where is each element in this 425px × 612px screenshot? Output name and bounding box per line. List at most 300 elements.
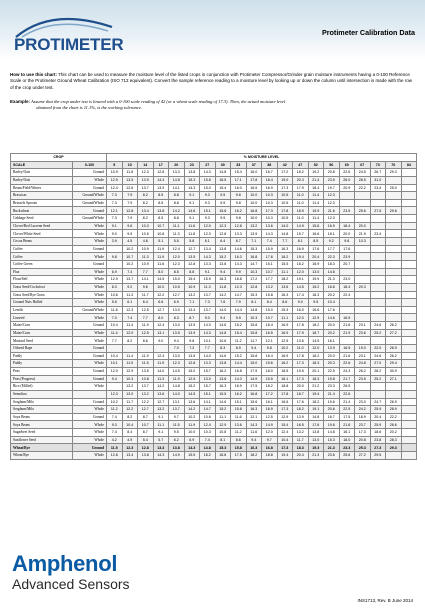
table-row xyxy=(11,322,417,330)
sample-form-cell: Whole xyxy=(73,406,107,414)
moisture-value-cell: 15.7 xyxy=(200,383,216,391)
moisture-value-cell: 11.3 xyxy=(200,283,216,291)
moisture-value-cell xyxy=(370,260,386,268)
moisture-value-cell: 16.6 xyxy=(324,283,340,291)
moisture-value-cell: 7.4 xyxy=(262,238,278,246)
moisture-value-cell: 18.4 xyxy=(339,283,355,291)
moisture-value-cell xyxy=(401,436,417,444)
moisture-value-cell: 10.5 xyxy=(277,199,293,207)
moisture-value-cell: 15.9 xyxy=(200,276,216,284)
moisture-value-cell: 18.1 xyxy=(324,230,340,238)
moisture-value-cell: 12.0 xyxy=(293,268,309,276)
table-row xyxy=(11,253,417,261)
moisture-value-cell: 11.5 xyxy=(169,421,185,429)
moisture-value-cell: 15.8 xyxy=(246,329,262,337)
crop-name-cell: Coffee xyxy=(11,253,73,261)
moisture-value-cell: 13.2 xyxy=(293,429,309,437)
sample-form-cell: Whole xyxy=(73,436,107,444)
moisture-value-cell: 7.9 xyxy=(122,215,138,223)
moisture-value-cell xyxy=(355,337,371,345)
moisture-value-cell: 15.5 xyxy=(184,451,200,459)
moisture-value-cell: 15.8 xyxy=(262,291,278,299)
moisture-value-cell: 14.3 xyxy=(153,451,169,459)
moisture-value-cell: 7.7 xyxy=(277,238,293,246)
moisture-value-cell: 23.0 xyxy=(339,276,355,284)
moisture-level-header: % MOISTURE LEVEL xyxy=(107,154,417,162)
moisture-value-cell: 18.9 xyxy=(355,413,371,421)
moisture-value-cell: 10.7 xyxy=(138,421,154,429)
moisture-value-cell: 9.9 xyxy=(231,268,247,276)
moisture-value-cell: 9.3 xyxy=(200,199,216,207)
moisture-value-cell: 23.7 xyxy=(355,421,371,429)
moisture-value-cell: 6.9 xyxy=(184,436,200,444)
moisture-value-cell: 15.4 xyxy=(184,276,200,284)
moisture-value-cell: 10.9 xyxy=(184,283,200,291)
reading-column-header: 23 xyxy=(184,161,200,169)
moisture-value-cell: 18.4 xyxy=(262,176,278,184)
moisture-value-cell: 19.4 xyxy=(308,390,324,398)
moisture-value-cell: 16.3 xyxy=(277,291,293,299)
reading-column-header: 42 xyxy=(277,161,293,169)
moisture-value-cell: 10.5 xyxy=(277,215,293,223)
moisture-value-cell: 7.7 xyxy=(138,268,154,276)
moisture-value-cell: 12.9 xyxy=(122,367,138,375)
moisture-value-cell: 18.3 xyxy=(293,444,309,452)
moisture-value-cell: 16.8 xyxy=(246,207,262,215)
table-row xyxy=(11,413,417,421)
protimeter-logo xyxy=(12,9,122,53)
table-row xyxy=(11,329,417,337)
moisture-value-cell: 13.7 xyxy=(200,306,216,314)
moisture-value-cell: 8.8 xyxy=(184,268,200,276)
moisture-value-cell: 26.2 xyxy=(386,352,402,360)
moisture-value-cell xyxy=(386,337,402,345)
moisture-value-cell: 26.7 xyxy=(370,169,386,177)
moisture-value-cell: 4.5 xyxy=(122,238,138,246)
moisture-value-cell xyxy=(401,192,417,200)
moisture-value-cell: 13.3 xyxy=(200,260,216,268)
moisture-value-cell: 12.9 xyxy=(107,176,123,184)
moisture-value-cell: 13.6 xyxy=(262,222,278,230)
moisture-value-cell xyxy=(153,345,169,353)
moisture-value-cell: 7.3 xyxy=(200,299,216,307)
moisture-value-cell: 8.7 xyxy=(184,314,200,322)
moisture-value-cell: 13.4 xyxy=(184,306,200,314)
moisture-value-cell: 17.7 xyxy=(324,245,340,253)
moisture-value-cell: 16.8 xyxy=(215,451,231,459)
moisture-value-cell: 11.9 xyxy=(184,421,200,429)
moisture-value-cell xyxy=(355,383,371,391)
crop-name-cell: Peas xyxy=(11,367,73,375)
moisture-value-cell xyxy=(355,253,371,261)
moisture-value-cell: 12.8 xyxy=(231,222,247,230)
example-text: Assume that the crop under test is linseed with a 0-100 scale reading of 42 (or a wheat scale reading of 17.3). Then, the actual moisture level xyxy=(30,99,286,104)
crop-name-cell: Brassicas xyxy=(11,192,73,200)
moisture-value-cell: 8.5 xyxy=(153,215,169,223)
moisture-value-cell xyxy=(386,299,402,307)
moisture-value-cell: 8.2 xyxy=(138,192,154,200)
moisture-value-cell xyxy=(386,383,402,391)
moisture-value-cell: 14.8 xyxy=(324,429,340,437)
moisture-value-cell: 12.7 xyxy=(184,245,200,253)
moisture-value-cell: 11.9 xyxy=(153,245,169,253)
moisture-value-cell: 12.8 xyxy=(184,260,200,268)
moisture-value-cell: 16.2 xyxy=(200,451,216,459)
moisture-value-cell: 31.0 xyxy=(370,176,386,184)
moisture-value-cell: 17.6 xyxy=(324,306,340,314)
document-title: Protimeter Calibration Data xyxy=(321,28,415,37)
moisture-value-cell xyxy=(339,215,355,223)
moisture-value-cell xyxy=(401,322,417,330)
sample-form-cell: Ground/Whole xyxy=(73,192,107,200)
moisture-value-cell: 15.2 xyxy=(308,283,324,291)
moisture-value-cell xyxy=(386,283,402,291)
table-row xyxy=(11,268,417,276)
moisture-value-cell: 22.6 xyxy=(339,169,355,177)
moisture-value-cell: 11.1 xyxy=(153,421,169,429)
moisture-value-cell: 18.2 xyxy=(293,406,309,414)
moisture-value-cell xyxy=(401,215,417,223)
moisture-value-cell xyxy=(339,299,355,307)
moisture-value-cell: 12.7 xyxy=(153,306,169,314)
moisture-value-cell xyxy=(401,207,417,215)
moisture-value-cell: 16.0 xyxy=(246,169,262,177)
moisture-value-cell: 10.8 xyxy=(215,429,231,437)
moisture-value-cell xyxy=(107,345,123,353)
moisture-value-cell: 8.6 xyxy=(231,436,247,444)
moisture-value-cell xyxy=(355,199,371,207)
moisture-value-cell: 11.9 xyxy=(138,322,154,330)
moisture-value-cell: 9.5 xyxy=(308,299,324,307)
moisture-value-cell: 12.8 xyxy=(184,360,200,368)
moisture-value-cell: 13.6 xyxy=(231,421,247,429)
moisture-value-cell: 17.2 xyxy=(262,390,278,398)
moisture-value-cell xyxy=(370,245,386,253)
moisture-value-cell: 11.3 xyxy=(153,375,169,383)
moisture-value-cell: 11.0 xyxy=(293,215,309,223)
moisture-value-cell: 16.2 xyxy=(293,260,309,268)
moisture-value-cell: 10.2 xyxy=(277,345,293,353)
crop-name-cell: Cabbage Seed xyxy=(11,215,73,223)
moisture-value-cell xyxy=(401,413,417,421)
moisture-value-cell: 4.9 xyxy=(122,436,138,444)
sample-form-cell: Whole xyxy=(73,276,107,284)
crop-name-cell: Sorghum/Milo xyxy=(11,398,73,406)
moisture-value-cell: 17.3 xyxy=(293,360,309,368)
moisture-value-cell: 12.5 xyxy=(184,375,200,383)
table-row xyxy=(11,345,417,353)
table-row xyxy=(11,169,417,177)
reading-column-header: 60 xyxy=(339,161,355,169)
crop-name-cell: Paddy xyxy=(11,360,73,368)
document-revision: INS1713, Rev. B June 2014 xyxy=(357,598,413,603)
moisture-value-cell xyxy=(355,306,371,314)
sample-form-cell: Ground xyxy=(73,413,107,421)
moisture-value-cell: 17.6 xyxy=(308,421,324,429)
moisture-value-cell: 10.2 xyxy=(122,260,138,268)
moisture-value-cell: 9.8 xyxy=(231,199,247,207)
moisture-value-cell: 12.9 xyxy=(308,314,324,322)
moisture-value-cell: 22.4 xyxy=(339,291,355,299)
moisture-value-cell: 16.2 xyxy=(231,390,247,398)
moisture-value-cell: 12.5 xyxy=(138,329,154,337)
moisture-value-cell: 12.3 xyxy=(138,169,154,177)
moisture-value-cell: 22.2 xyxy=(355,184,371,192)
moisture-value-cell: 12.3 xyxy=(169,260,185,268)
moisture-value-cell: 18.3 xyxy=(308,360,324,368)
sample-form-cell xyxy=(73,390,107,398)
moisture-value-cell: 14.7 xyxy=(231,291,247,299)
moisture-value-cell: 25.2 xyxy=(370,375,386,383)
moisture-value-cell: 16.5 xyxy=(215,176,231,184)
table-row xyxy=(11,176,417,184)
moisture-value-cell: 13.2 xyxy=(246,222,262,230)
moisture-value-cell: 14.0 xyxy=(215,306,231,314)
moisture-value-cell xyxy=(386,260,402,268)
moisture-value-cell: 18.7 xyxy=(293,390,309,398)
moisture-value-cell: 9.8 xyxy=(339,238,355,246)
moisture-value-cell: 15.3 xyxy=(246,291,262,299)
moisture-value-cell: 18.8 xyxy=(277,383,293,391)
moisture-value-cell: 12.1 xyxy=(262,337,278,345)
sample-form-cell: Ground xyxy=(73,398,107,406)
moisture-value-cell: 9.1 xyxy=(184,192,200,200)
moisture-value-cell: 12.2 xyxy=(138,398,154,406)
moisture-value-cell: 10.0 xyxy=(153,283,169,291)
moisture-value-cell xyxy=(339,306,355,314)
moisture-value-cell: 10.7 xyxy=(153,222,169,230)
moisture-value-cell: 16.8 xyxy=(246,390,262,398)
moisture-value-cell: 12.8 xyxy=(138,444,154,452)
moisture-value-cell: 10.3 xyxy=(262,199,278,207)
moisture-value-cell xyxy=(370,215,386,223)
moisture-value-cell: 9.0 xyxy=(153,337,169,345)
moisture-value-cell: 17.3 xyxy=(355,429,371,437)
moisture-value-cell: 8.6 xyxy=(138,337,154,345)
moisture-value-cell: 15.2 xyxy=(231,322,247,330)
moisture-value-cell: 21.3 xyxy=(324,444,340,452)
reading-column-header: 52 xyxy=(308,161,324,169)
moisture-value-cell: 13.2 xyxy=(153,406,169,414)
moisture-value-cell: 7.9 xyxy=(231,299,247,307)
moisture-value-cell: 6.7 xyxy=(231,238,247,246)
moisture-value-cell: 11.0 xyxy=(293,199,309,207)
moisture-value-cell: 12.7 xyxy=(153,398,169,406)
moisture-value-cell: 15.0 xyxy=(184,367,200,375)
moisture-value-cell: 15.1 xyxy=(200,207,216,215)
moisture-value-cell: 16.6 xyxy=(277,398,293,406)
moisture-value-cell: 11.4 xyxy=(122,352,138,360)
moisture-value-cell xyxy=(386,192,402,200)
moisture-value-cell: 7.9 xyxy=(122,192,138,200)
moisture-value-cell xyxy=(401,367,417,375)
moisture-value-cell: 14.8 xyxy=(277,230,293,238)
moisture-value-cell: 5.1 xyxy=(153,238,169,246)
moisture-value-cell: 21.7 xyxy=(339,375,355,383)
moisture-value-cell: 24.3 xyxy=(339,367,355,375)
moisture-value-cell: 20.4 xyxy=(370,413,386,421)
moisture-value-cell xyxy=(339,268,355,276)
moisture-value-cell: 23.3 xyxy=(339,444,355,452)
moisture-value-cell: 13.2 xyxy=(122,383,138,391)
moisture-value-cell: 20.6 xyxy=(324,406,340,414)
moisture-value-cell: 18.3 xyxy=(324,260,340,268)
crop-name-cell: Beans/Field/Winter xyxy=(11,184,73,192)
sample-form-cell: Whole xyxy=(73,268,107,276)
moisture-value-cell xyxy=(370,199,386,207)
moisture-value-cell: 12.8 xyxy=(215,230,231,238)
moisture-value-cell xyxy=(401,390,417,398)
moisture-value-cell: 11.7 xyxy=(138,291,154,299)
moisture-value-cell: 16.8 xyxy=(231,276,247,284)
moisture-value-cell: 14.2 xyxy=(184,406,200,414)
moisture-value-cell: 8.2 xyxy=(122,413,138,421)
moisture-value-cell: 16.5 xyxy=(339,345,355,353)
moisture-value-cell: 28.6 xyxy=(386,421,402,429)
moisture-value-cell xyxy=(370,337,386,345)
moisture-value-cell: 11.6 xyxy=(246,429,262,437)
sample-form-cell: Ground xyxy=(73,184,107,192)
moisture-value-cell: 12.9 xyxy=(107,276,123,284)
moisture-value-cell xyxy=(386,268,402,276)
moisture-value-cell: 14.9 xyxy=(169,451,185,459)
moisture-value-cell: 8.4 xyxy=(262,299,278,307)
moisture-value-cell: 12.3 xyxy=(215,222,231,230)
moisture-value-cell xyxy=(401,314,417,322)
moisture-value-cell: 17.8 xyxy=(293,322,309,330)
moisture-value-cell: 18.6 xyxy=(370,429,386,437)
moisture-value-cell: 11.4 xyxy=(122,322,138,330)
moisture-value-cell: 13.8 xyxy=(215,360,231,368)
crop-group-header: CROP xyxy=(11,154,107,162)
reading-column-header: 47 xyxy=(293,161,309,169)
table-row xyxy=(11,444,417,452)
moisture-value-cell: 15.0 xyxy=(169,276,185,284)
table-row xyxy=(11,199,417,207)
moisture-value-cell: 16.9 xyxy=(324,222,340,230)
moisture-value-cell: 10.0 xyxy=(184,429,200,437)
moisture-value-cell xyxy=(370,383,386,391)
sample-form-cell: Ground xyxy=(73,367,107,375)
moisture-value-cell: 19.3 xyxy=(308,444,324,452)
moisture-value-cell: 11.8 xyxy=(215,283,231,291)
moisture-value-cell: 4.8 xyxy=(138,238,154,246)
moisture-value-cell: 11.5 xyxy=(107,444,123,452)
moisture-value-cell: 13.5 xyxy=(184,253,200,261)
moisture-value-cell: 17.5 xyxy=(246,367,262,375)
moisture-value-cell: 23.1 xyxy=(355,352,371,360)
sample-form-cell: Whole xyxy=(73,238,107,246)
moisture-value-cell: 7.7 xyxy=(200,345,216,353)
moisture-value-cell: 12.1 xyxy=(246,413,262,421)
moisture-value-cell: 12.5 xyxy=(277,337,293,345)
moisture-value-cell: 11.9 xyxy=(153,253,169,261)
moisture-value-cell xyxy=(386,238,402,246)
moisture-value-cell: 13.2 xyxy=(184,291,200,299)
moisture-value-cell: 21.6 xyxy=(339,322,355,330)
moisture-value-cell: 19.1 xyxy=(293,276,309,284)
moisture-value-cell xyxy=(370,268,386,276)
moisture-value-cell: 11.8 xyxy=(184,230,200,238)
sample-form-cell: Whole xyxy=(73,291,107,299)
moisture-value-cell: 10.9 xyxy=(107,169,123,177)
crop-name-cell: Sorghum/Milo xyxy=(11,406,73,414)
moisture-value-cell xyxy=(401,299,417,307)
amphenol-brand: Amphenol xyxy=(12,551,118,576)
moisture-value-cell: 13.0 xyxy=(169,306,185,314)
moisture-value-cell: 15.3 xyxy=(277,306,293,314)
sample-form-cell: Whole xyxy=(73,253,107,261)
moisture-value-cell: 8.0 xyxy=(153,314,169,322)
reading-column-header: 73 xyxy=(370,161,386,169)
moisture-value-cell: 14.3 xyxy=(262,230,278,238)
moisture-value-cell: 12.6 xyxy=(122,184,138,192)
moisture-value-cell: 13.8 xyxy=(215,245,231,253)
moisture-value-cell xyxy=(401,406,417,414)
moisture-value-cell: 10.2 xyxy=(107,398,123,406)
moisture-value-cell: 10.5 xyxy=(169,283,185,291)
moisture-value-cell: 7.4 xyxy=(107,429,123,437)
moisture-value-cell: 17.8 xyxy=(293,352,309,360)
moisture-value-cell: 14.3 xyxy=(200,253,216,261)
moisture-value-cell: 13.4 xyxy=(122,451,138,459)
crop-name-cell: Grass Seed/Cocksfoot xyxy=(11,283,73,291)
moisture-value-cell: 9.8 xyxy=(262,345,278,353)
moisture-value-cell: 13.0 xyxy=(169,322,185,330)
moisture-value-cell: 7.1 xyxy=(246,238,262,246)
moisture-value-cell: 20.0 xyxy=(324,322,340,330)
moisture-value-cell: 8.5 xyxy=(153,199,169,207)
moisture-value-cell: 25.6 xyxy=(339,451,355,459)
moisture-value-cell: 30.9 xyxy=(386,367,402,375)
moisture-value-cell: 10.7 xyxy=(122,253,138,261)
moisture-value-cell: 13.4 xyxy=(200,245,216,253)
moisture-value-cell: 18.2 xyxy=(262,383,278,391)
moisture-value-cell: 11.7 xyxy=(122,398,138,406)
sample-form-cell: Ground xyxy=(73,345,107,353)
moisture-value-cell: 15.2 xyxy=(231,352,247,360)
moisture-value-cell: 15.1 xyxy=(231,398,247,406)
moisture-value-cell: 24.8 xyxy=(355,360,371,368)
moisture-value-cell: 10.1 xyxy=(107,360,123,368)
moisture-value-cell: 16.2 xyxy=(277,360,293,368)
moisture-value-cell: 19.2 xyxy=(308,169,324,177)
moisture-value-cell xyxy=(401,429,417,437)
reading-column-header: 37 xyxy=(246,161,262,169)
moisture-value-cell xyxy=(370,192,386,200)
moisture-value-cell: 17.9 xyxy=(293,184,309,192)
moisture-value-cell: 13.7 xyxy=(169,406,185,414)
moisture-value-cell xyxy=(355,268,371,276)
table-row xyxy=(11,337,417,345)
crop-name-cell: Flax xyxy=(11,268,73,276)
moisture-value-cell: 10.2 xyxy=(122,245,138,253)
moisture-value-cell: 13.0 xyxy=(200,375,216,383)
moisture-value-cell: 19.6 xyxy=(324,421,340,429)
moisture-value-cell: 15.3 xyxy=(246,245,262,253)
sample-form-cell: Ground/Whole xyxy=(73,215,107,223)
moisture-value-cell: 8.2 xyxy=(138,215,154,223)
moisture-value-cell: 8.3 xyxy=(215,345,231,353)
moisture-value-cell: 24.6 xyxy=(370,352,386,360)
moisture-value-cell: 14.1 xyxy=(200,398,216,406)
crop-name-cell: Clover/White Seed xyxy=(11,230,73,238)
moisture-value-cell: 11.2 xyxy=(107,406,123,414)
moisture-value-cell xyxy=(401,169,417,177)
moisture-value-cell: 7.3 xyxy=(107,215,123,223)
moisture-value-cell: 8.5 xyxy=(153,192,169,200)
moisture-value-cell: 9.9 xyxy=(122,230,138,238)
